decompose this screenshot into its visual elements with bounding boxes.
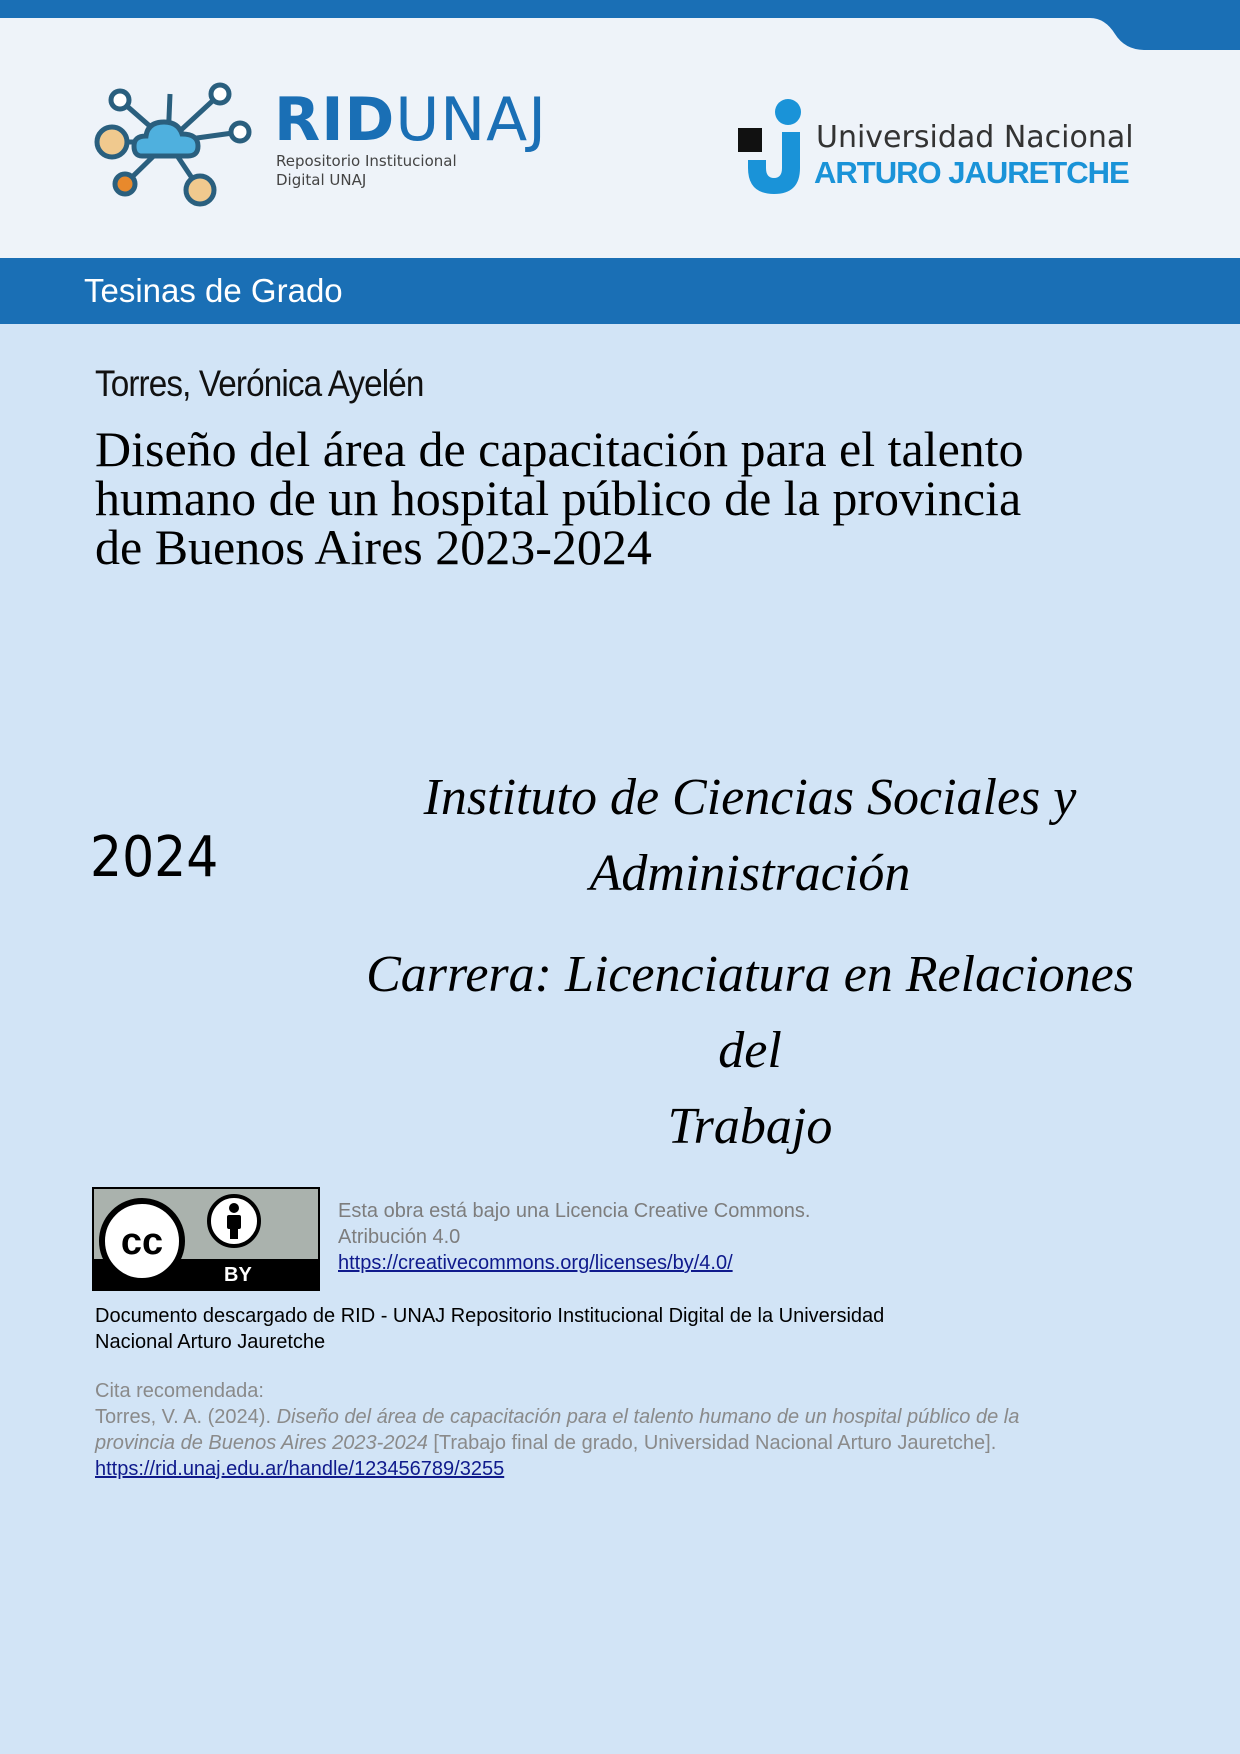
ridunaj-wordmark — [274, 85, 547, 155]
document-title — [95, 421, 1175, 575]
download-note-line2: Nacional Arturo Jauretche — [95, 1331, 326, 1353]
career-line2: Trabajo — [667, 1098, 833, 1155]
corner-swoosh-decoration — [1090, 0, 1240, 50]
citation-title-part2: provincia de Buenos Aires 2023-2024 — [95, 1432, 428, 1454]
ridunaj-subtitle-line2: Digital UNAJ — [276, 171, 367, 189]
document-title-line2: humano de un hospital público de la provincia — [95, 470, 1022, 526]
citation-authors: Torres, V. A. (2024). — [95, 1406, 277, 1428]
document-title-line3: de Buenos Aires 2023-2024 — [95, 519, 652, 575]
citation-line2 — [95, 1430, 1095, 1456]
header-top-stripe — [0, 0, 1240, 18]
cc-by-label: BY — [224, 1264, 252, 1286]
rid-wordmark-bold: RID — [274, 85, 396, 155]
citation-link[interactable]: https://rid.unaj.edu.ar/handle/123456789/3255 — [95, 1458, 505, 1480]
unaj-university-logo — [738, 98, 1148, 202]
institute-line1: Instituto de Ciencias Sociales y — [423, 769, 1077, 826]
attribution-person-icon — [206, 1193, 262, 1249]
career-line1: Carrera: Licenciatura en Relaciones del — [366, 946, 1134, 1079]
license-link[interactable]: https://creativecommons.org/licenses/by/4.0/ — [338, 1252, 733, 1274]
network-cloud-icon — [90, 82, 260, 207]
ridunaj-subtitle-line1: Repositorio Institucional — [276, 152, 457, 170]
ridunaj-subtitle — [276, 152, 457, 190]
citation-text — [95, 1404, 1095, 1456]
institute-line2: Administración — [589, 845, 911, 902]
creative-commons-icon — [98, 1197, 186, 1285]
cc-by-license-badge — [92, 1187, 320, 1291]
download-note — [95, 1303, 995, 1355]
download-note-line1: Documento descargado de RID - UNAJ Repositorio Institucional Digital de la Universidad — [95, 1305, 885, 1327]
collection-label: Tesinas de Grado — [84, 272, 343, 309]
collection-bar — [0, 258, 1240, 324]
publication-year: 2024 — [90, 825, 219, 890]
cc-symbol-text: cc — [120, 1221, 164, 1263]
license-line2: Atribución 4.0 — [338, 1226, 461, 1248]
license-text — [338, 1198, 810, 1250]
ridunaj-logo — [90, 82, 547, 212]
unaj-wordmark-light: UNAJ — [395, 85, 547, 155]
unaj-logo-line1: Universidad Nacional — [816, 120, 1134, 155]
citation-suffix: [Trabajo final de grado, Universidad Nacional Arturo Jauretche]. — [427, 1432, 997, 1454]
institute-name — [330, 760, 1170, 912]
citation-line1 — [95, 1404, 1095, 1430]
citation-title-part1: Diseño del área de capacitación para el talento humano de un hospital público de la — [276, 1406, 1020, 1428]
license-line1: Esta obra está bajo una Licencia Creative Commons. — [338, 1200, 811, 1222]
author-name: Torres, Verónica Ayelén — [95, 363, 424, 404]
career-name — [330, 937, 1170, 1165]
unaj-logo-line2: ARTURO JAURETCHE — [814, 155, 1129, 190]
document-title-line1: Diseño del área de capacitación para el talento — [95, 421, 1024, 477]
citation-label: Cita recomendada: — [95, 1380, 264, 1402]
unaj-j-icon — [738, 98, 808, 202]
